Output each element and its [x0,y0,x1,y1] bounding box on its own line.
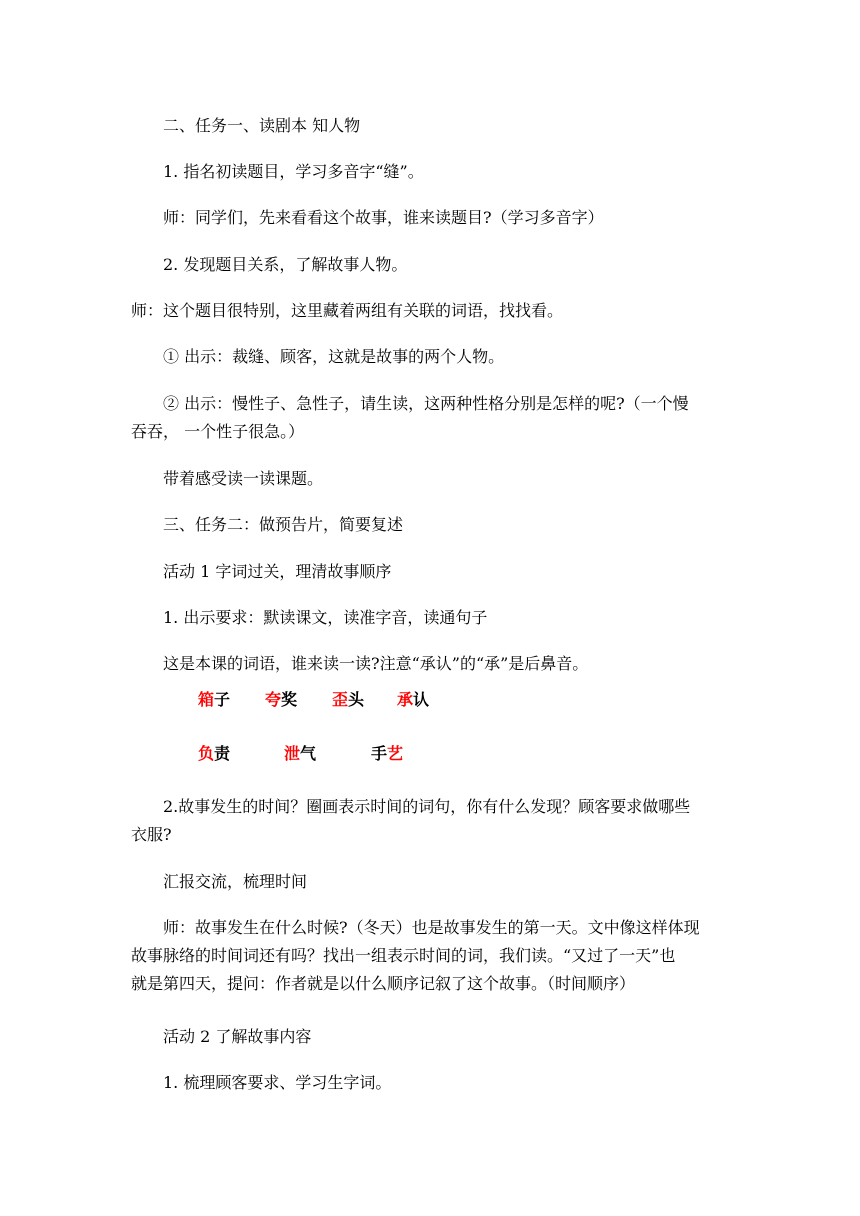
teacher-line-time-3: 就是第四天，提问：作者就是以什么顺序记叙了这个故事。（时间顺序） [131,974,636,993]
vocab-intro-line: 这是本课的词语，谁来读一读?注意“承认”的“承”是后鼻音。 [163,654,589,673]
vocab-char-black: 气 [300,744,317,763]
activity-1-heading: 活动 1 字词过关，理清故事顺序 [163,562,392,581]
vocab-char-red: 泄 [284,744,301,763]
section-heading-task-two: 三、任务二：做预告片，简要复述 [163,515,404,534]
vocab-char-black: 头 [348,690,365,709]
vocab-char-black: 手 [371,744,388,763]
vocab-char-red: 箱 [198,690,215,709]
read-title-with-feeling: 带着感受读一读课题。 [163,469,324,488]
vocab-char-red: 歪 [332,690,349,709]
vocab-char-black: 认 [413,690,430,709]
vocab-word-kuajiang [265,690,297,710]
vocab-word-waitou [332,690,364,710]
question-story-time: 2.故事发生的时间？圈画表示时间的词句，你有什么发现？顾客要求做哪些 [163,797,691,816]
vocab-word-xiangzi [198,690,230,710]
vocab-word-fuze [198,744,230,764]
vocab-char-black: 子 [214,690,231,709]
show-item-2-continuation: 吞吞， 一个性子很急。） [131,422,305,441]
teacher-line-time-2: 故事脉络的时间词还有吗？找出一组表示时间的词，我们读。“又过了一天”也 [131,946,676,965]
vocab-word-chengren [397,690,429,710]
vocab-word-shouyi [371,744,403,764]
show-item-2-personalities: ② 出示：慢性子、急性子，请生读，这两种性格分别是怎样的呢?（一个慢 [163,394,689,413]
teacher-line-find-words: 师：这个题目很特别，这里藏着两组有关联的词语，找找看。 [131,301,564,320]
activity-2-step-1: 1. 梳理顾客要求、学习生字词。 [163,1073,392,1092]
vocab-char-red: 承 [397,690,414,709]
teacher-line-read-title: 师：同学们，先来看看这个故事，谁来读题目?（学习多音字） [163,208,604,227]
question-story-time-continuation: 衣服? [131,825,172,844]
vocab-char-red: 艺 [387,744,404,763]
vocab-char-black: 责 [214,744,231,763]
step-2-title-relation: 2. 发现题目关系，了解故事人物。 [163,255,408,274]
report-and-sort-time: 汇报交流，梳理时间 [163,872,308,891]
section-heading-task-one: 二、任务一、读剧本 知人物 [163,116,361,135]
show-item-1-characters: ① 出示：裁缝、顾客，这就是故事的两个人物。 [163,347,505,366]
vocab-char-red: 夸 [265,690,282,709]
step-1-read-title: 1. 指名初读题目，学习多音字“缝”。 [163,162,424,181]
teacher-line-time-1: 师：故事发生在什么时候?（冬天）也是故事发生的第一天。文中像这样体现 [163,918,700,937]
activity-2-heading: 活动 2 了解故事内容 [163,1027,312,1046]
activity-1-requirement: 1. 出示要求：默读课文，读准字音，读通句子 [163,608,488,627]
vocab-char-red: 负 [198,744,215,763]
vocab-char-black: 奖 [281,690,298,709]
vocab-word-xieqi [284,744,316,764]
